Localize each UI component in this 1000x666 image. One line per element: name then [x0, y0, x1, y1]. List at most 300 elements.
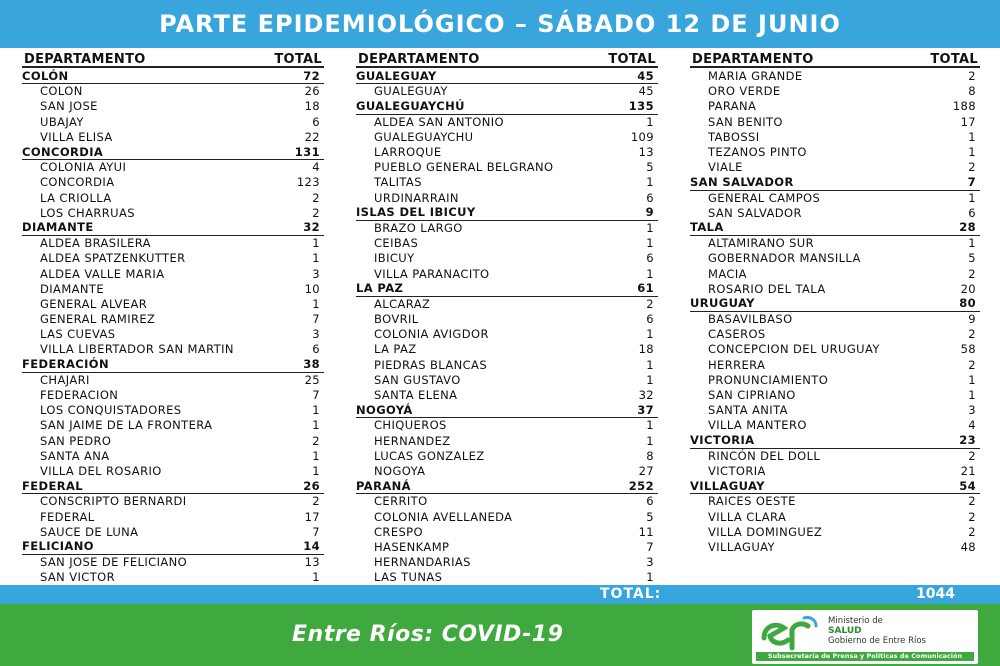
- locality-total: 109: [630, 129, 654, 144]
- locality-total: 2: [968, 357, 976, 372]
- locality-total: 188: [952, 99, 976, 114]
- locality-name: ORO VERDE: [708, 84, 781, 99]
- department-total: 38: [303, 357, 320, 372]
- department-total: 135: [628, 98, 654, 113]
- locality-total: 2: [312, 433, 320, 448]
- locality-total: 10: [304, 281, 320, 296]
- locality-row: [690, 540, 980, 555]
- locality-total: 1: [646, 266, 654, 281]
- locality-name: UBAJAY: [40, 114, 84, 129]
- locality-row: [22, 388, 324, 403]
- locality-row: [356, 464, 658, 479]
- locality-total: 1: [646, 418, 654, 433]
- locality-row: [356, 221, 658, 236]
- locality-row: [690, 327, 980, 342]
- locality-name: IBICUY: [374, 251, 415, 266]
- locality-name: HERNANDEZ: [374, 433, 451, 448]
- locality-name: HERRERA: [708, 357, 766, 372]
- locality-name: ALCARAZ: [374, 296, 431, 311]
- department-row: [356, 282, 658, 297]
- locality-total: 1: [968, 190, 976, 205]
- locality-total: 4: [312, 160, 320, 175]
- locality-name: VILLA DEL ROSARIO: [40, 463, 162, 478]
- locality-total: 5: [968, 251, 976, 266]
- department-header: DEPARTAMENTO: [358, 51, 480, 67]
- locality-name: TEZANOS PINTO: [708, 145, 807, 160]
- locality-name: BOVRIL: [374, 312, 419, 327]
- locality-total: 13: [304, 555, 320, 570]
- locality-name: GUALEGUAY: [374, 84, 448, 99]
- locality-row: [690, 509, 980, 524]
- locality-total: 1: [968, 145, 976, 160]
- locality-row: [356, 115, 658, 130]
- locality-total: 2: [968, 327, 976, 342]
- locality-total: 17: [960, 114, 976, 129]
- locality-name: SANTA ANA: [40, 448, 110, 463]
- locality-name: ALTAMIRANO SUR: [708, 236, 815, 251]
- locality-total: 1: [646, 570, 654, 585]
- locality-name: LAS TUNAS: [374, 570, 443, 585]
- locality-name: SAN JAIME DE LA FRONTERA: [40, 418, 213, 433]
- locality-name: TALITAS: [374, 175, 422, 190]
- locality-name: SAN GUSTAVO: [374, 372, 461, 387]
- locality-row: [356, 297, 658, 312]
- locality-total: 6: [646, 312, 654, 327]
- locality-total: 2: [968, 69, 976, 84]
- column-header: [356, 52, 658, 68]
- locality-name: ALDEA VALLE MARIA: [40, 266, 165, 281]
- locality-total: 1: [646, 236, 654, 251]
- department-row: [22, 479, 324, 494]
- locality-name: URDINARRAIN: [374, 190, 459, 205]
- grand-total-value: 1044: [916, 586, 955, 602]
- locality-name: CONCEPCION DEL URUGUAY: [708, 342, 880, 357]
- locality-name: GUALEGUAYCHU: [374, 129, 474, 144]
- locality-total: 11: [638, 524, 654, 539]
- locality-total: 2: [968, 524, 976, 539]
- locality-name: GENERAL CAMPOS: [708, 190, 821, 205]
- locality-row: [356, 540, 658, 555]
- footer-slogan: Entre Ríos: COVID-19: [292, 622, 564, 647]
- locality-row: [356, 418, 658, 433]
- locality-name: FEDERAL: [40, 509, 95, 524]
- locality-total: 6: [646, 190, 654, 205]
- locality-total: 3: [312, 266, 320, 281]
- locality-row: [690, 342, 980, 357]
- locality-row: [22, 570, 324, 585]
- locality-total: 45: [638, 84, 654, 99]
- department-name: LA PAZ: [356, 281, 404, 296]
- locality-name: LOS CONQUISTADORES: [40, 403, 182, 418]
- locality-total: 6: [646, 251, 654, 266]
- department-name: TALA: [690, 220, 724, 235]
- locality-row: [22, 115, 324, 130]
- er-logo-icon: [760, 614, 820, 652]
- locality-row: [22, 373, 324, 388]
- locality-total: 8: [646, 448, 654, 463]
- locality-row: [356, 236, 658, 251]
- locality-name: GOBERNADOR MANSILLA: [708, 251, 861, 266]
- locality-row: [22, 160, 324, 175]
- locality-name: SAN CIPRIANO: [708, 388, 796, 403]
- locality-row: [356, 434, 658, 449]
- locality-row: [356, 570, 658, 585]
- department-row: [356, 403, 658, 418]
- locality-name: SANTA ELENA: [374, 388, 458, 403]
- locality-row: [690, 388, 980, 403]
- locality-total: 2: [968, 509, 976, 524]
- locality-name: HERNANDARIAS: [374, 555, 471, 570]
- locality-total: 13: [638, 145, 654, 160]
- department-total: 80: [959, 296, 976, 311]
- locality-row: [690, 145, 980, 160]
- department-row: [690, 175, 980, 190]
- locality-row: [690, 266, 980, 281]
- locality-name: CONSCRIPTO BERNARDI: [40, 494, 187, 509]
- department-total: 37: [637, 402, 654, 417]
- locality-row: [690, 282, 980, 297]
- locality-total: 3: [312, 327, 320, 342]
- locality-row: [22, 327, 324, 342]
- column-header: [22, 52, 324, 68]
- locality-name: CEIBAS: [374, 236, 419, 251]
- page-title: PARTE EPIDEMIOLÓGICO – SÁBADO 12 DE JUNIO: [159, 10, 841, 38]
- department-total: 9: [645, 205, 654, 220]
- locality-row: [690, 99, 980, 114]
- locality-name: LA CRIOLLA: [40, 190, 112, 205]
- locality-total: 1: [312, 251, 320, 266]
- locality-row: [22, 130, 324, 145]
- locality-row: [356, 494, 658, 509]
- locality-total: 18: [304, 99, 320, 114]
- locality-total: 5: [646, 160, 654, 175]
- locality-name: BRAZO LARGO: [374, 220, 463, 235]
- grand-total-bar: [0, 585, 1000, 604]
- locality-total: 22: [304, 129, 320, 144]
- locality-row: [356, 509, 658, 524]
- locality-row: [690, 418, 980, 433]
- locality-row: [22, 236, 324, 251]
- locality-total: 1: [646, 357, 654, 372]
- locality-total: 1: [968, 129, 976, 144]
- locality-name: COLONIA AYUI: [40, 160, 127, 175]
- department-total: 61: [637, 281, 654, 296]
- locality-total: 1: [312, 418, 320, 433]
- locality-name: LA PAZ: [374, 342, 417, 357]
- department-name: GUALEGUAY: [356, 68, 437, 83]
- locality-name: MARIA GRANDE: [708, 69, 803, 84]
- locality-name: GENERAL ALVEAR: [40, 296, 148, 311]
- locality-name: VILLA CLARA: [708, 509, 787, 524]
- locality-total: 1: [646, 327, 654, 342]
- locality-total: 2: [312, 494, 320, 509]
- locality-total: 17: [304, 509, 320, 524]
- department-total: 72: [303, 68, 320, 83]
- locality-name: TABOSSI: [708, 129, 760, 144]
- locality-total: 20: [960, 281, 976, 296]
- department-name: ISLAS DEL IBICUY: [356, 205, 476, 220]
- locality-name: PRONUNCIAMIENTO: [708, 372, 829, 387]
- locality-name: COLONIA AVELLANEDA: [374, 509, 513, 524]
- total-header: TOTAL: [608, 51, 656, 67]
- locality-row: [22, 175, 324, 190]
- locality-total: 2: [968, 494, 976, 509]
- department-name: PARANÁ: [356, 478, 411, 493]
- department-row: [356, 206, 658, 221]
- locality-total: 7: [646, 539, 654, 554]
- locality-row: [356, 145, 658, 160]
- locality-row: [690, 312, 980, 327]
- locality-total: 123: [296, 175, 320, 190]
- locality-total: 2: [312, 205, 320, 220]
- department-row: [690, 434, 980, 449]
- locality-total: 4: [968, 418, 976, 433]
- locality-name: ALDEA SPATZENKUTTER: [40, 251, 186, 266]
- ministry-logo: [752, 610, 978, 664]
- locality-total: 58: [960, 342, 976, 357]
- locality-total: 1: [646, 433, 654, 448]
- locality-row: [356, 373, 658, 388]
- locality-name: VILLA ELISA: [40, 129, 113, 144]
- locality-total: 1: [312, 463, 320, 478]
- locality-total: 1: [312, 403, 320, 418]
- locality-row: [356, 160, 658, 175]
- department-row: [356, 479, 658, 494]
- locality-row: [356, 327, 658, 342]
- locality-name: CERRITO: [374, 494, 428, 509]
- locality-name: LOS CHARRUAS: [40, 205, 135, 220]
- locality-total: 6: [312, 342, 320, 357]
- department-row: [22, 145, 324, 160]
- locality-row: [22, 312, 324, 327]
- locality-name: VICTORIA: [708, 463, 766, 478]
- grand-total-label: TOTAL:: [600, 586, 662, 602]
- department-row: [356, 99, 658, 114]
- department-row: [690, 479, 980, 494]
- department-total: 54: [959, 478, 976, 493]
- locality-name: SAN VICTOR: [40, 570, 115, 585]
- department-row: [690, 221, 980, 236]
- locality-total: 3: [646, 555, 654, 570]
- department-header: DEPARTAMENTO: [24, 51, 146, 67]
- locality-name: VILLA MANTERO: [708, 418, 807, 433]
- rows: [690, 69, 980, 555]
- locality-name: SAN BENITO: [708, 114, 783, 129]
- locality-row: [22, 84, 324, 99]
- locality-row: [356, 130, 658, 145]
- locality-row: [356, 84, 658, 99]
- locality-name: HASENKAMP: [374, 539, 450, 554]
- locality-total: 2: [968, 448, 976, 463]
- locality-row: [22, 555, 324, 570]
- report-columns: [0, 52, 1000, 584]
- locality-name: SAN SALVADOR: [708, 205, 802, 220]
- locality-row: [356, 191, 658, 206]
- locality-row: [22, 525, 324, 540]
- department-total: 131: [294, 144, 320, 159]
- locality-row: [690, 525, 980, 540]
- locality-name: PUEBLO GENERAL BELGRANO: [374, 160, 554, 175]
- column-2: [356, 52, 658, 585]
- logo-line-3: Gobierno de Entre Ríos: [828, 636, 926, 646]
- locality-row: [356, 251, 658, 266]
- locality-row: [356, 525, 658, 540]
- department-name: VILLAGUAY: [690, 478, 765, 493]
- department-name: NOGOYÁ: [356, 402, 413, 417]
- locality-row: [22, 464, 324, 479]
- rows: [356, 69, 658, 585]
- locality-name: CRESPO: [374, 524, 423, 539]
- locality-row: [690, 84, 980, 99]
- locality-name: COLONIA AVIGDOR: [374, 327, 489, 342]
- locality-row: [690, 160, 980, 175]
- locality-row: [22, 434, 324, 449]
- locality-row: [22, 509, 324, 524]
- department-name: URUGUAY: [690, 296, 755, 311]
- department-name: SAN SALVADOR: [690, 174, 794, 189]
- locality-row: [356, 342, 658, 357]
- locality-row: [690, 373, 980, 388]
- locality-name: LUCAS GONZALEZ: [374, 448, 485, 463]
- locality-total: 6: [646, 494, 654, 509]
- total-header: TOTAL: [930, 51, 978, 67]
- locality-total: 1: [968, 236, 976, 251]
- column-1: [22, 52, 324, 585]
- locality-row: [690, 403, 980, 418]
- locality-total: 3: [968, 403, 976, 418]
- department-total: 252: [628, 478, 654, 493]
- locality-row: [22, 99, 324, 114]
- locality-row: [22, 266, 324, 281]
- department-name: FELICIANO: [22, 539, 94, 554]
- locality-name: VILLAGUAY: [708, 539, 775, 554]
- locality-row: [22, 206, 324, 221]
- locality-name: CHIQUEROS: [374, 418, 447, 433]
- locality-total: 21: [960, 463, 976, 478]
- department-row: [22, 221, 324, 236]
- locality-name: GENERAL RAMIREZ: [40, 312, 156, 327]
- locality-name: SANTA ANITA: [708, 403, 788, 418]
- title-bar: [0, 0, 1000, 48]
- locality-total: 18: [638, 342, 654, 357]
- locality-name: CASEROS: [708, 327, 766, 342]
- locality-row: [22, 449, 324, 464]
- locality-name: RINCÓN DEL DOLL: [708, 448, 821, 463]
- locality-total: 6: [968, 205, 976, 220]
- department-row: [22, 358, 324, 373]
- locality-total: 9: [968, 312, 976, 327]
- locality-row: [690, 69, 980, 84]
- department-row: [22, 69, 324, 84]
- locality-row: [356, 358, 658, 373]
- locality-total: 1: [968, 388, 976, 403]
- locality-name: BASAVILBASO: [708, 312, 793, 327]
- department-header: DEPARTAMENTO: [692, 51, 814, 67]
- locality-total: 2: [968, 266, 976, 281]
- locality-row: [22, 342, 324, 357]
- locality-name: SAN PEDRO: [40, 433, 112, 448]
- locality-total: 27: [638, 463, 654, 478]
- column-header: [690, 52, 980, 68]
- locality-name: CONCORDIA: [40, 175, 115, 190]
- locality-name: RAICES OESTE: [708, 494, 796, 509]
- department-total: 26: [303, 478, 320, 493]
- locality-total: 26: [304, 84, 320, 99]
- locality-total: 7: [312, 312, 320, 327]
- locality-row: [22, 403, 324, 418]
- locality-total: 1: [968, 372, 976, 387]
- locality-row: [690, 115, 980, 130]
- locality-total: 6: [312, 114, 320, 129]
- department-total: 7: [967, 174, 976, 189]
- locality-row: [22, 297, 324, 312]
- locality-row: [690, 191, 980, 206]
- locality-name: LAS CUEVAS: [40, 327, 116, 342]
- locality-name: VIALE: [708, 160, 743, 175]
- locality-name: ALDEA SAN ANTONIO: [374, 114, 504, 129]
- department-total: 32: [303, 220, 320, 235]
- department-total: 23: [959, 433, 976, 448]
- locality-name: DIAMANTE: [40, 281, 104, 296]
- logo-line-1: Ministerio de: [828, 616, 883, 626]
- column-3: [690, 52, 980, 555]
- locality-name: SAUCE DE LUNA: [40, 524, 139, 539]
- locality-total: 5: [646, 509, 654, 524]
- rows: [22, 69, 324, 585]
- locality-row: [356, 312, 658, 327]
- locality-total: 7: [312, 388, 320, 403]
- locality-total: 32: [638, 388, 654, 403]
- department-name: VICTORIA: [690, 433, 755, 448]
- logo-line-2: SALUD: [828, 626, 862, 636]
- locality-total: 1: [312, 448, 320, 463]
- locality-name: SAN JOSE DE FELICIANO: [40, 555, 188, 570]
- department-name: CONCORDIA: [22, 144, 104, 159]
- total-header: TOTAL: [274, 51, 322, 67]
- locality-name: VILLA DOMINGUEZ: [708, 524, 823, 539]
- locality-name: PIEDRAS BLANCAS: [374, 357, 488, 372]
- locality-name: SAN JOSE: [40, 99, 98, 114]
- department-row: [690, 297, 980, 312]
- locality-name: VILLA PARANACITO: [374, 266, 490, 281]
- locality-row: [22, 418, 324, 433]
- logo-strip: Subsecretaría de Prensa y Políticas de Comunicación: [756, 652, 974, 661]
- locality-total: 1: [646, 175, 654, 190]
- locality-name: NOGOYA: [374, 463, 426, 478]
- locality-total: 1: [312, 570, 320, 585]
- locality-name: VILLA LIBERTADOR SAN MARTIN: [40, 342, 234, 357]
- locality-total: 48: [960, 539, 976, 554]
- locality-row: [356, 266, 658, 281]
- department-total: 14: [303, 539, 320, 554]
- locality-row: [690, 464, 980, 479]
- locality-name: FEDERACION: [40, 388, 119, 403]
- locality-total: 7: [312, 524, 320, 539]
- locality-total: 2: [646, 296, 654, 311]
- footer: [0, 604, 1000, 666]
- locality-name: PARANA: [708, 99, 757, 114]
- locality-row: [22, 494, 324, 509]
- department-name: DIAMANTE: [22, 220, 94, 235]
- locality-row: [690, 206, 980, 221]
- department-row: [22, 540, 324, 555]
- locality-total: 8: [968, 84, 976, 99]
- department-name: COLÓN: [22, 68, 69, 83]
- locality-total: 1: [312, 236, 320, 251]
- department-row: [356, 69, 658, 84]
- locality-row: [356, 555, 658, 570]
- locality-total: 1: [646, 114, 654, 129]
